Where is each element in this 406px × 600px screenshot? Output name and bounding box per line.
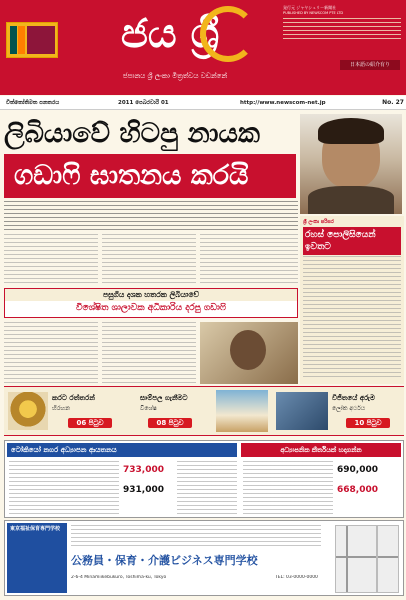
feature-banner-line1: පසුගිය දශක හතරක ලිබියාවේ (5, 289, 297, 301)
issue-number: No. 27 (382, 99, 404, 106)
teaser-1[interactable] (8, 390, 132, 434)
feature-banner-line2: විශේෂිත ශාලාවක අධිකාරිය දරපු ගඩාෆි (75, 303, 227, 313)
side-story-headline: රහස් පොලිසියෙන් ඉවතට (303, 227, 401, 255)
ad-price-4: 668,000 (337, 485, 378, 495)
teaser-3-title: විජිතයේ අරුම (332, 394, 375, 402)
ad-address: 2-6-4 Minamiikebukuro, Toshima-ku, Tokyo (71, 575, 167, 580)
logo-swirl-icon (200, 6, 256, 62)
section-label: විත්තෝතිමත පනතරය (6, 100, 60, 106)
side-story-kicker: ශ්‍රී ලංකා පරිසර (303, 219, 334, 225)
teaser-2-title: සාම්පල ගැනීමට (140, 394, 188, 402)
issue-date: 2011 පෙබරවාරි 01 (118, 100, 169, 106)
date-bar (0, 96, 406, 110)
lead-headline-line2: ගඩාෆි ඝාතනය කරයි (4, 154, 296, 198)
teaser-1-photo (8, 392, 48, 430)
ad-tel: TEL: 03-0000-0000 (275, 575, 318, 580)
feature-photo (200, 322, 298, 384)
ad-blue-banner: ටෝකියෝ නගර අධ්‍යාපන ආයතනය (7, 443, 237, 457)
teaser-3-sub: ලෝක අර්ථය (332, 405, 366, 412)
ad-school-sub: 東京福祉保育専門学校 (10, 526, 61, 532)
ad-school-name: 公務員・保育・介護ビジネス専門学校 (71, 554, 258, 567)
masthead-title: ජය ශ්‍රී (120, 10, 220, 57)
lead-body-col1 (4, 234, 98, 286)
ad-bottom (4, 520, 404, 596)
ad-right-box: අධ්‍යාපනික කීර්තියක් හදාගන්න (241, 443, 401, 457)
sri-lanka-flag-icon (6, 22, 58, 58)
teaser-2[interactable] (140, 390, 268, 434)
teaser-2-page-badge: 08 පිටුව (148, 418, 192, 428)
lead-headline-line1: ලිබියාවේ හිටපු නායක (4, 118, 260, 149)
publisher-info (283, 5, 401, 55)
ad-map (335, 525, 399, 593)
masthead-tagline: ජපානය ශ්‍රී ලංකා මිත්‍රත්වය වඩන්නේ (122, 72, 228, 80)
publisher-en: PUBLISHED BY NEWSCOM PTE LTD (283, 11, 344, 15)
ad-school-logo (7, 523, 67, 593)
ad-price-1: 733,000 (123, 465, 164, 475)
lead-body-col2 (102, 234, 196, 286)
header-bar (0, 0, 406, 95)
website-link[interactable]: http://www.newscom-net.jp (240, 100, 326, 106)
gaddafi-photo (300, 114, 402, 214)
ad-price-2: 931,000 (123, 485, 164, 495)
side-story-box (300, 216, 404, 384)
teaser-3-page-badge: 10 පිටුව (346, 418, 390, 428)
ad-price-3: 690,000 (337, 465, 378, 475)
lead-body-col3 (200, 234, 298, 286)
feature-body-col2 (102, 322, 196, 384)
teaser-1-title: කරට රත්තරන් (52, 394, 95, 402)
lead-intro-text (4, 201, 298, 231)
ad-top (4, 440, 404, 518)
teaser-1-page-badge: 06 පිටුව (68, 418, 112, 428)
feature-banner (4, 288, 298, 318)
teaser-3[interactable] (276, 390, 400, 434)
publisher-jp: 発行元 ジャヤシュリー新聞社 (283, 5, 337, 10)
teaser-1-sub: හිරහන (52, 405, 70, 412)
japan-label-badge: 日本語の紹介有り (340, 60, 400, 70)
teaser-2-photo (216, 390, 268, 432)
teaser-3-photo (276, 392, 328, 430)
teaser-2-sub: විශේෂ (140, 405, 157, 412)
feature-body-col1 (4, 322, 98, 384)
